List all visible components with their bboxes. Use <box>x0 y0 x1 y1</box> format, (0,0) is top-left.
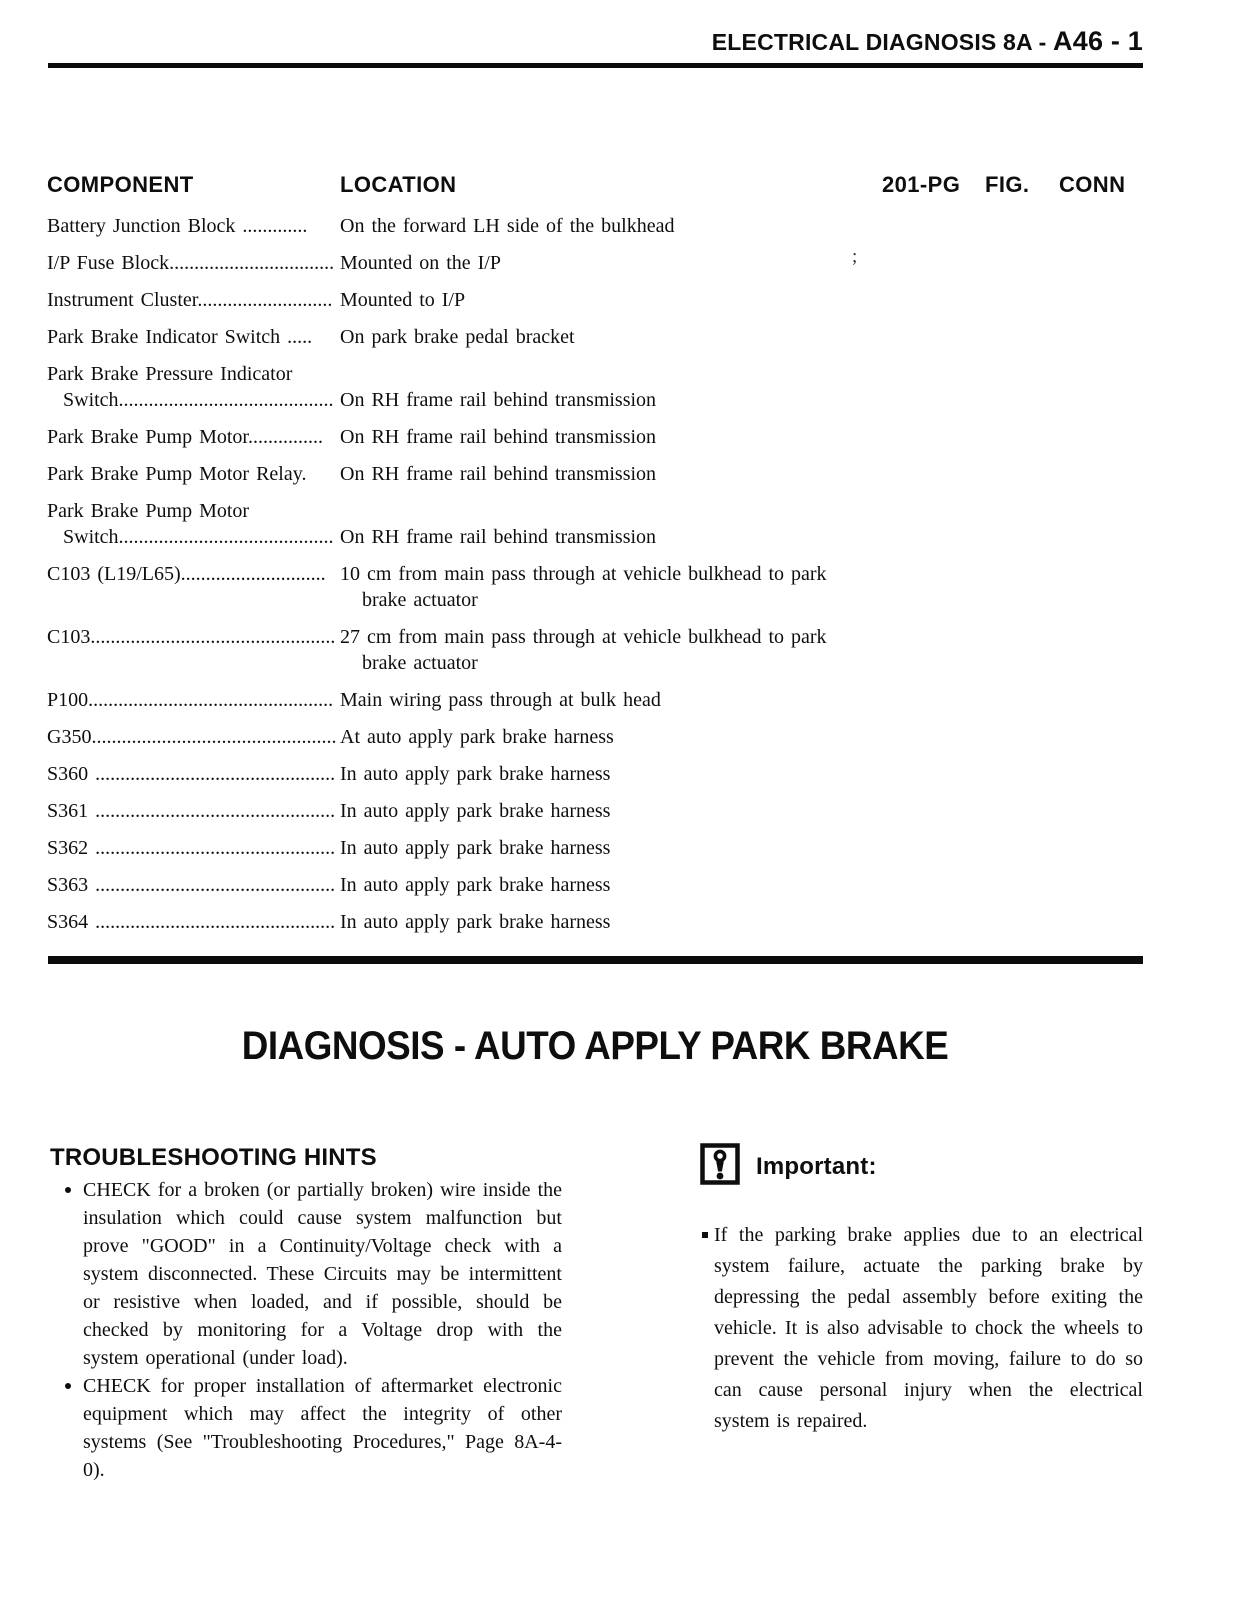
table-row <box>47 761 1143 787</box>
location-cell: In auto apply park brake harness <box>340 874 611 896</box>
table-row <box>47 424 1143 450</box>
troubleshooting-section <box>50 1143 562 1484</box>
diagnosis-columns <box>50 1143 1143 1484</box>
important-header <box>700 1143 1143 1190</box>
table-row <box>47 498 1143 550</box>
table-row <box>47 835 1143 861</box>
header-rule <box>48 63 1143 68</box>
hint-text: CHECK for a broken (or partially broken) wire inside the insulation which could cause system malfunction but prove "GOOD" in a Continuity/Voltage check with a system disconnected. These Circuits may be intermittent or resistive when loaded, and if possible, should be checked by monitoring for a Voltage drop with the system operational (under load). <box>83 1179 562 1369</box>
table-row <box>47 624 1143 676</box>
location-cell: Mounted to I/P <box>340 289 466 311</box>
scan-artifact: ; <box>852 246 858 267</box>
location-cell: On RH frame rail behind transmission <box>340 389 657 411</box>
table-row <box>47 324 1143 350</box>
hint-item <box>50 1372 562 1484</box>
table-row <box>47 213 1143 239</box>
table-row <box>47 250 1143 276</box>
component-cell: S362 ................................................ <box>47 837 336 859</box>
page-header <box>48 26 1143 57</box>
page-header-title: ELECTRICAL DIAGNOSIS 8A - <box>711 29 1054 55</box>
location-cell: At auto apply park brake harness <box>340 726 614 748</box>
component-cell: Park Brake Pump Motor Relay. <box>47 463 307 485</box>
component-cell: Park Brake Pump Motor............... <box>47 426 323 448</box>
important-item <box>687 1220 1143 1437</box>
important-section <box>687 1143 1143 1484</box>
component-cell: S363 ................................................ <box>47 874 336 896</box>
column-header-component: COMPONENT <box>47 172 194 197</box>
location-cell: brake actuator <box>362 652 478 674</box>
column-header-location: LOCATION <box>340 172 457 197</box>
location-cell: On RH frame rail behind transmission <box>340 526 657 548</box>
troubleshooting-heading: TROUBLESHOOTING HINTS <box>50 1144 377 1171</box>
table-row <box>47 724 1143 750</box>
table-header-row <box>47 172 1143 198</box>
column-header-pg: 201-PG <box>882 172 961 197</box>
table-row <box>47 361 1143 413</box>
hints-list <box>50 1176 562 1484</box>
table-row <box>47 287 1143 313</box>
component-cell: Switch........................................... <box>63 526 334 548</box>
bullet-icon <box>65 1383 71 1389</box>
hint-text: CHECK for proper installation of aftermarket electronic equipment which may affect the integrity of other systems (See "Troubleshooting Procedures," Page 8A-4-0). <box>83 1375 562 1481</box>
column-header-fig: FIG. <box>985 172 1030 197</box>
table-row <box>47 687 1143 713</box>
component-cell: S364 ................................................ <box>47 911 336 933</box>
component-cell: G350................................................. <box>47 726 337 748</box>
component-cell: I/P Fuse Block................................. <box>47 252 335 274</box>
component-table <box>47 172 1143 946</box>
location-cell: On the forward LH side of the bulkhead <box>340 215 675 237</box>
hint-item <box>50 1176 562 1372</box>
component-cell: Park Brake Pump Motor <box>47 500 250 522</box>
important-list <box>687 1220 1143 1437</box>
location-cell: brake actuator <box>362 589 478 611</box>
location-cell: On RH frame rail behind transmission <box>340 426 657 448</box>
location-cell: Main wiring pass through at bulk head <box>340 689 661 711</box>
section-divider <box>48 956 1143 964</box>
location-cell: On park brake pedal bracket <box>340 326 575 348</box>
boxed-exclamation-icon <box>700 1143 740 1190</box>
bullet-icon <box>65 1187 71 1193</box>
component-cell: C103 (L19/L65)............................. <box>47 563 326 585</box>
location-cell: Mounted on the I/P <box>340 252 501 274</box>
component-cell: S361 ................................................ <box>47 800 336 822</box>
page-number: A46 - 1 <box>1053 26 1143 56</box>
location-cell: 10 cm from main pass through at vehicle bulkhead to park <box>340 563 827 585</box>
component-cell: Battery Junction Block ............. <box>47 215 308 237</box>
important-text: If the parking brake applies due to an electrical system failure, actuate the parking brake by depressing the pedal assembly before exiting the vehicle. It is also advisable to chock the wheels to prevent the vehicle from moving, failure to do so can cause personal injury when the electrical system is repaired. <box>714 1224 1143 1432</box>
table-row <box>47 561 1143 613</box>
table-row <box>47 909 1143 935</box>
important-heading: Important: <box>756 1152 877 1180</box>
component-cell: S360 ................................................ <box>47 763 336 785</box>
component-cell: Park Brake Pressure Indicator <box>47 363 293 385</box>
location-cell: On RH frame rail behind transmission <box>340 463 657 485</box>
table-row <box>47 798 1143 824</box>
component-cell: C103................................................. <box>47 626 336 648</box>
component-cell: Park Brake Indicator Switch ..... <box>47 326 313 348</box>
location-cell: In auto apply park brake harness <box>340 911 611 933</box>
location-cell: In auto apply park brake harness <box>340 837 611 859</box>
location-cell: In auto apply park brake harness <box>340 763 611 785</box>
component-cell: P100................................................. <box>47 689 334 711</box>
bullet-icon <box>702 1232 708 1238</box>
component-cell: Switch........................................... <box>63 389 334 411</box>
column-header-conn: CONN <box>1059 172 1126 197</box>
table-row <box>47 872 1143 898</box>
table-row <box>47 461 1143 487</box>
section-title: DIAGNOSIS - AUTO APPLY PARK BRAKE <box>242 1024 949 1068</box>
location-cell: In auto apply park brake harness <box>340 800 611 822</box>
location-cell: 27 cm from main pass through at vehicle bulkhead to park <box>340 626 827 648</box>
component-cell: Instrument Cluster........................... <box>47 289 333 311</box>
